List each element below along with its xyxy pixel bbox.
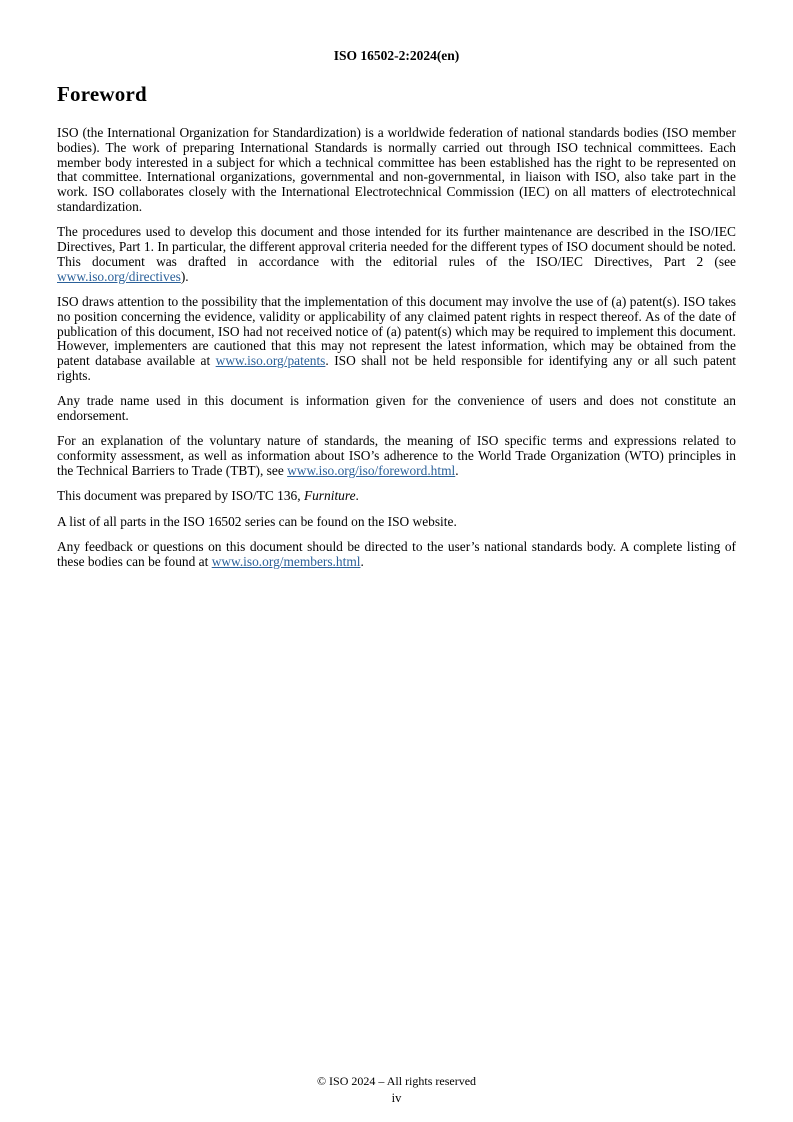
copyright-notice: © ISO 2024 – All rights reserved <box>316 1074 477 1088</box>
paragraph-text: . <box>455 462 459 478</box>
paragraph <box>57 394 736 424</box>
document-reference: ISO 16502-2:2024(en) <box>333 48 460 63</box>
paragraph-text: ISO (the International Organization for Standardization) is a worldwide federation of national standards bodies (ISO member bodies). The work of preparing International Standards is normally carried out through ISO technical committees. Each member body interested in a subject for which a technical committee has been established has the right to be represented on that committee. International organizations, governmental and non-governmental, in liaison with ISO, also take part in the work. ISO collaborates closely with the International Electrotechnical Commission (IEC) on all matters of electrotechnical standardization. <box>57 125 736 214</box>
paragraph <box>57 515 736 530</box>
paragraph-text: Any trade name used in this document is information given for the convenience of users and does not constitute an endorsement. <box>57 393 736 424</box>
hyperlink[interactable]: www.iso.org/members.html <box>211 553 361 569</box>
paragraph <box>57 434 736 478</box>
hyperlink[interactable]: www.iso.org/directives <box>57 268 181 284</box>
paragraph-text: ISO draws attention to the possibility that the implementation of this document may involve the use of (a) patent(s). ISO takes no position concerning the evidence, validity or applicability of any claimed patent rights in respect thereof. As of the date of publication of this document, ISO had not received notice of (a) patent(s) which may be required to implement this document. However, implementers are cautioned that this may not represent the latest information, which may be obtained from the patent database available at <box>57 293 736 369</box>
document-header <box>0 48 793 64</box>
paragraphs-container <box>57 126 736 580</box>
paragraph <box>57 295 736 384</box>
paragraph-text: . ISO shall not be held responsible for identifying any or all such patent rights. <box>57 353 736 383</box>
page-title: Foreword <box>57 82 147 106</box>
paragraph <box>57 126 736 215</box>
document-footer <box>0 1074 793 1106</box>
hyperlink[interactable]: www.iso.org/patents <box>215 353 326 369</box>
paragraph-text: . <box>355 488 359 504</box>
paragraph-text: For an explanation of the voluntary nature of standards, the meaning of ISO specific terms and expressions related to conformity assessment, as well as information about ISO’s adherence to the World Trade Organization (WTO) principles in the Technical Barriers to Trade (TBT), see <box>57 433 736 478</box>
page-number: iv <box>391 1091 402 1105</box>
paragraph <box>57 489 736 504</box>
paragraph-text: . <box>360 553 364 569</box>
paragraph-text: ). <box>180 268 189 284</box>
paragraph <box>57 540 736 570</box>
hyperlink[interactable]: www.iso.org/iso/foreword.html <box>287 462 456 478</box>
paragraph-text: A list of all parts in the ISO 16502 series can be found on the ISO website. <box>57 513 457 529</box>
italic-text: Furniture <box>303 488 356 504</box>
paragraph-text: Any feedback or questions on this document should be directed to the user’s national standards body. A complete listing of these bodies can be found at <box>57 538 736 569</box>
paragraph-text: The procedures used to develop this document and those intended for its further maintenance are described in the ISO/IEC Directives, Part 1. In particular, the different approval criteria needed for the different types of ISO document should be noted. This document was drafted in accordance with the editorial rules of the ISO/IEC Directives, Part 2 (see <box>57 224 736 269</box>
paragraph-text: This document was prepared by ISO/TC 136, <box>57 488 304 504</box>
paragraph <box>57 225 736 284</box>
